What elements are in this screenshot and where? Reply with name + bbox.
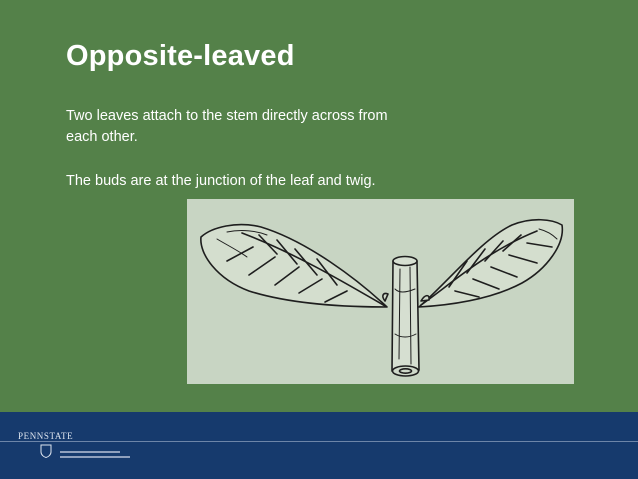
right-leaf-icon	[419, 220, 562, 307]
stem-icon	[392, 257, 419, 377]
left-leaf-icon	[201, 225, 387, 307]
logo-subline	[60, 451, 120, 453]
pennstate-logo	[18, 431, 148, 467]
left-bud-icon	[383, 293, 388, 301]
logo-subline	[60, 456, 130, 458]
right-bud-icon	[421, 296, 429, 301]
description-paragraph: Two leaves attach to the stem directly across from each other.	[66, 108, 388, 145]
buds-paragraph: The buds are at the junction of the leaf and twig.	[66, 173, 376, 189]
shield-icon	[40, 444, 52, 458]
slide-title: Opposite-leaved	[66, 40, 295, 72]
opposite-leaves-illustration	[187, 199, 574, 384]
logo-wordmark: PENNSTATE	[18, 431, 74, 441]
